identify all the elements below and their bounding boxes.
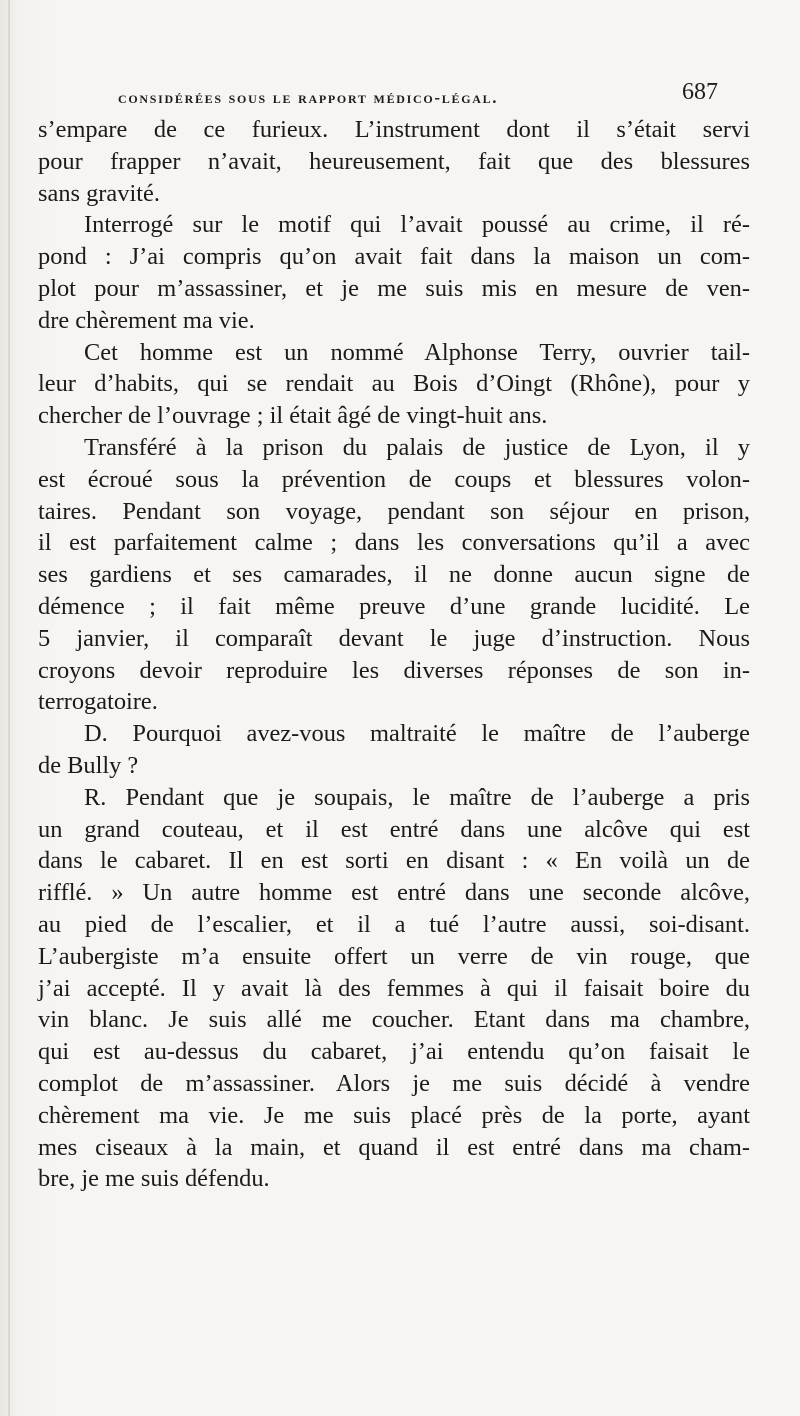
text-line: Transféré à la prison du palais de justice de Lyon, il y [84, 433, 750, 461]
text-line: 5 janvier, il comparaît devant le juge d’instruction. Nous [38, 624, 750, 652]
page-number: 687 [682, 79, 718, 105]
text-line: dans le cabaret. Il en est sorti en disant : « En voilà un de [38, 847, 750, 875]
text-line: croyons devoir reproduire les diverses réponses de son in- [38, 656, 750, 684]
text-line: un grand couteau, et il est entré dans une alcôve qui est [38, 815, 750, 843]
text-line: L’aubergiste m’a ensuite offert un verre de vin rouge, que [38, 942, 750, 970]
text-line: Interrogé sur le motif qui l’avait poussé au crime, il ré- [84, 211, 750, 239]
text-line: il est parfaitement calme ; dans les conversations qu’il a avec [38, 529, 750, 557]
text-line: chercher de l’ouvrage ; il était âgé de vingt-huit ans. [38, 402, 548, 430]
text-line: démence ; il fait même preuve d’une grande lucidité. Le [38, 592, 750, 620]
text-line: au pied de l’escalier, et il a tué l’autre aussi, soi-disant. [38, 910, 750, 938]
running-head [118, 74, 718, 108]
text-line: plot pour m’assassiner, et je me suis mis en mesure de ven- [38, 274, 750, 302]
text-line: dre chèrement ma vie. [38, 306, 255, 334]
binding-gutter [8, 0, 10, 1416]
text-line: leur d’habits, qui se rendait au Bois d’Oingt (Rhône), pour y [38, 370, 750, 398]
text-line: terrogatoire. [38, 688, 158, 716]
text-line: s’empare de ce furieux. L’instrument dont il s’était servi [38, 116, 750, 143]
text-line: mes ciseaux à la main, et quand il est entré dans ma cham- [38, 1133, 750, 1161]
text-line: taires. Pendant son voyage, pendant son séjour en prison, [38, 497, 750, 525]
text-line: R. Pendant que je soupais, le maître de l’auberge a pris [84, 783, 750, 811]
text-line: pour frapper n’avait, heureusement, fait que des blessures [38, 147, 750, 175]
text-line: pond : J’ai compris qu’on avait fait dans la maison un com- [38, 243, 750, 271]
text-line: chèrement ma vie. Je me suis placé près de la porte, ayant [38, 1101, 750, 1129]
text-line: qui est au-dessus du cabaret, j’ai entendu qu’on faisait le [38, 1038, 750, 1066]
text-line: complot de m’assassiner. Alors je me suis décidé à vendre [38, 1069, 750, 1097]
text-line: bre, je me suis défendu. [38, 1165, 270, 1193]
text-line: Cet homme est un nommé Alphonse Terry, ouvrier tail- [84, 338, 750, 366]
text-line: vin blanc. Je suis allé me coucher. Etant dans ma chambre, [38, 1006, 750, 1034]
text-line: sans gravité. [38, 179, 160, 207]
text-line: rifflé. » Un autre homme est entré dans une seconde alcôve, [38, 879, 750, 907]
text-line: est écroué sous la prévention de coups et blessures volon- [38, 465, 750, 493]
text-line: de Bully ? [38, 751, 139, 779]
running-title: considérées sous le rapport médico-légal. [118, 88, 499, 107]
text-line: ses gardiens et ses camarades, il ne donne aucun signe de [38, 561, 750, 589]
text-line: D. Pourquoi avez-vous maltraité le maître de l’auberge [84, 720, 750, 748]
body-text [38, 114, 750, 1195]
text-line: j’ai accepté. Il y avait là des femmes à qui il faisait boire du [38, 974, 750, 1002]
